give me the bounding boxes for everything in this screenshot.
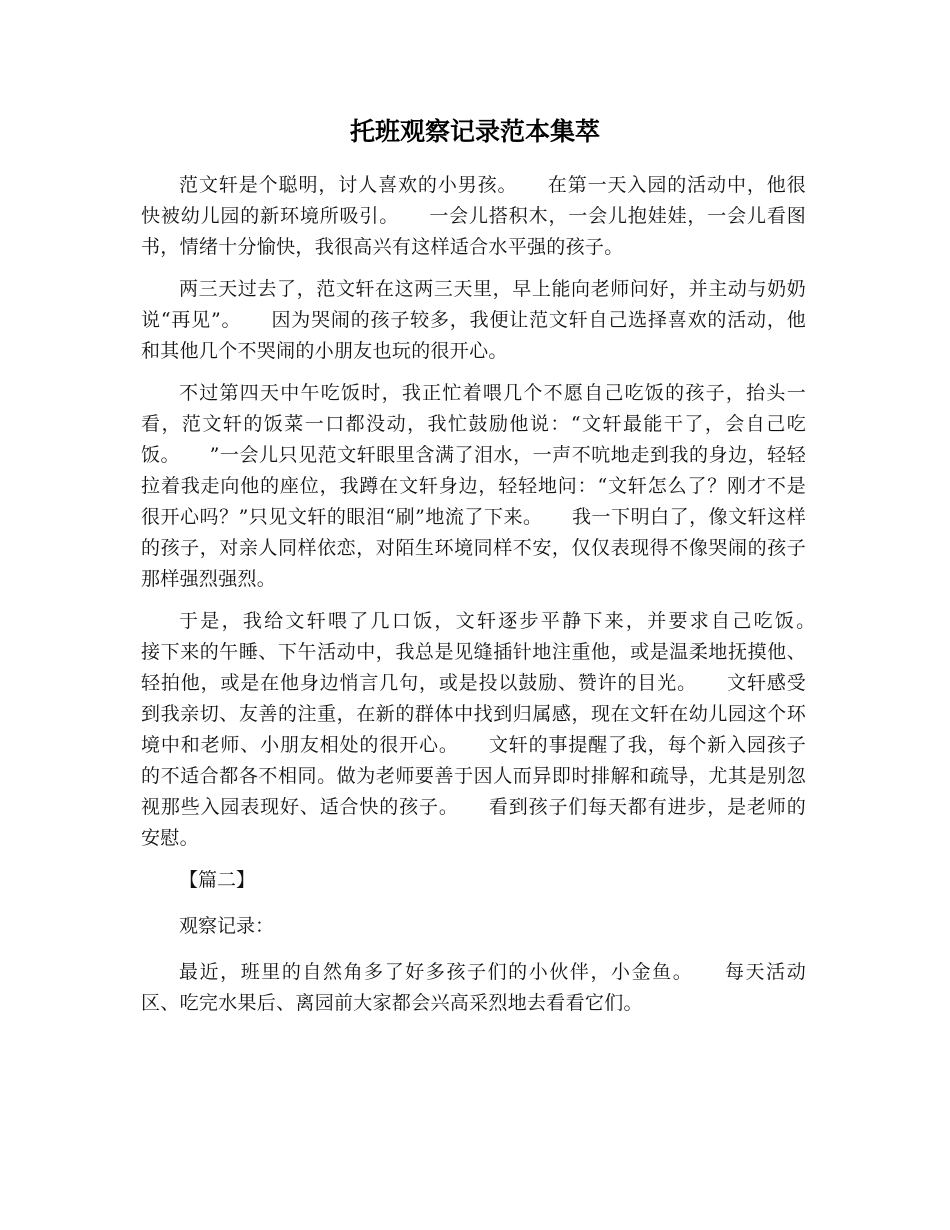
section-label: 【篇二】	[179, 869, 256, 891]
record-label: 观察记录：	[179, 915, 275, 937]
paragraph-4: 于是，我给文轩喂了几口饭，文轩逐步平静下来，并要求自己吃饭。 接下来的午睡、下午活动中，我总是见缝插针地注重他，或是温柔地抚摸他、轻拍他，或是在他身边悄言几句，或是投以鼓励、赞许的目光。 文轩感受到我亲切、友善的注重，在新的群体中找到归属感，现在文轩在幼儿园这个环境中和老师、小朋友相处的很开心。 文轩的事提醒了我，每个新入园孩子的不适合都各不相同。做为老师要善于因人而异即时排解和疏导，尤其是别忽视那些入园表现好、适合快的孩子。 看到孩子们每天都有进步，是老师的安慰。	[141, 610, 845, 849]
paragraph-1: 范文轩是个聪明，讨人喜欢的小男孩。 在第一天入园的活动中，他很快被幼儿园的新环境所吸引。 一会儿搭积木，一会儿抱娃娃，一会儿看图书，情绪十分愉快，我很高兴有这样适合水平强的孩子。	[141, 174, 806, 258]
paragraph-2: 两三天过去了，范文轩在这两三天里，早上能向老师问好，并主动与奶奶说“再见”。 因为哭闹的孩子较多，我便让范文轩自己选择喜欢的活动，他和其他几个不哭闹的小朋友也玩的很开心。	[141, 278, 806, 362]
paragraph-3: 不过第四天中午吃饭时，我正忙着喂几个不愿自己吃饭的孩子，抬头一看，范文轩的饭菜一口都没动，我忙鼓励他说：“文轩最能干了，会自己吃饭。 ”一会儿只见范文轩眼里含满了泪水，一声不吭地走到我的身边，轻轻拉着我走向他的座位，我蹲在文轩身边，轻轻地问：“文轩怎么了？刚才不是很开心吗？”只见文轩的眼泪“刷”地流了下来。 我一下明白了，像文轩这样的孩子，对亲人同样依恋，对陌生环境同样不安，仅仅表现得不像哭闹的孩子那样强烈强烈。	[141, 382, 806, 590]
document-body	[141, 170, 845, 1030]
document-title: 托班观察记录范本集萃	[349, 117, 600, 146]
closing-paragraph: 最近，班里的自然角多了好多孩子们的小伙伴，小金鱼。 每天活动区、吃完水果后、离园前大家都会兴高采烈地去看看它们。	[141, 961, 806, 1014]
